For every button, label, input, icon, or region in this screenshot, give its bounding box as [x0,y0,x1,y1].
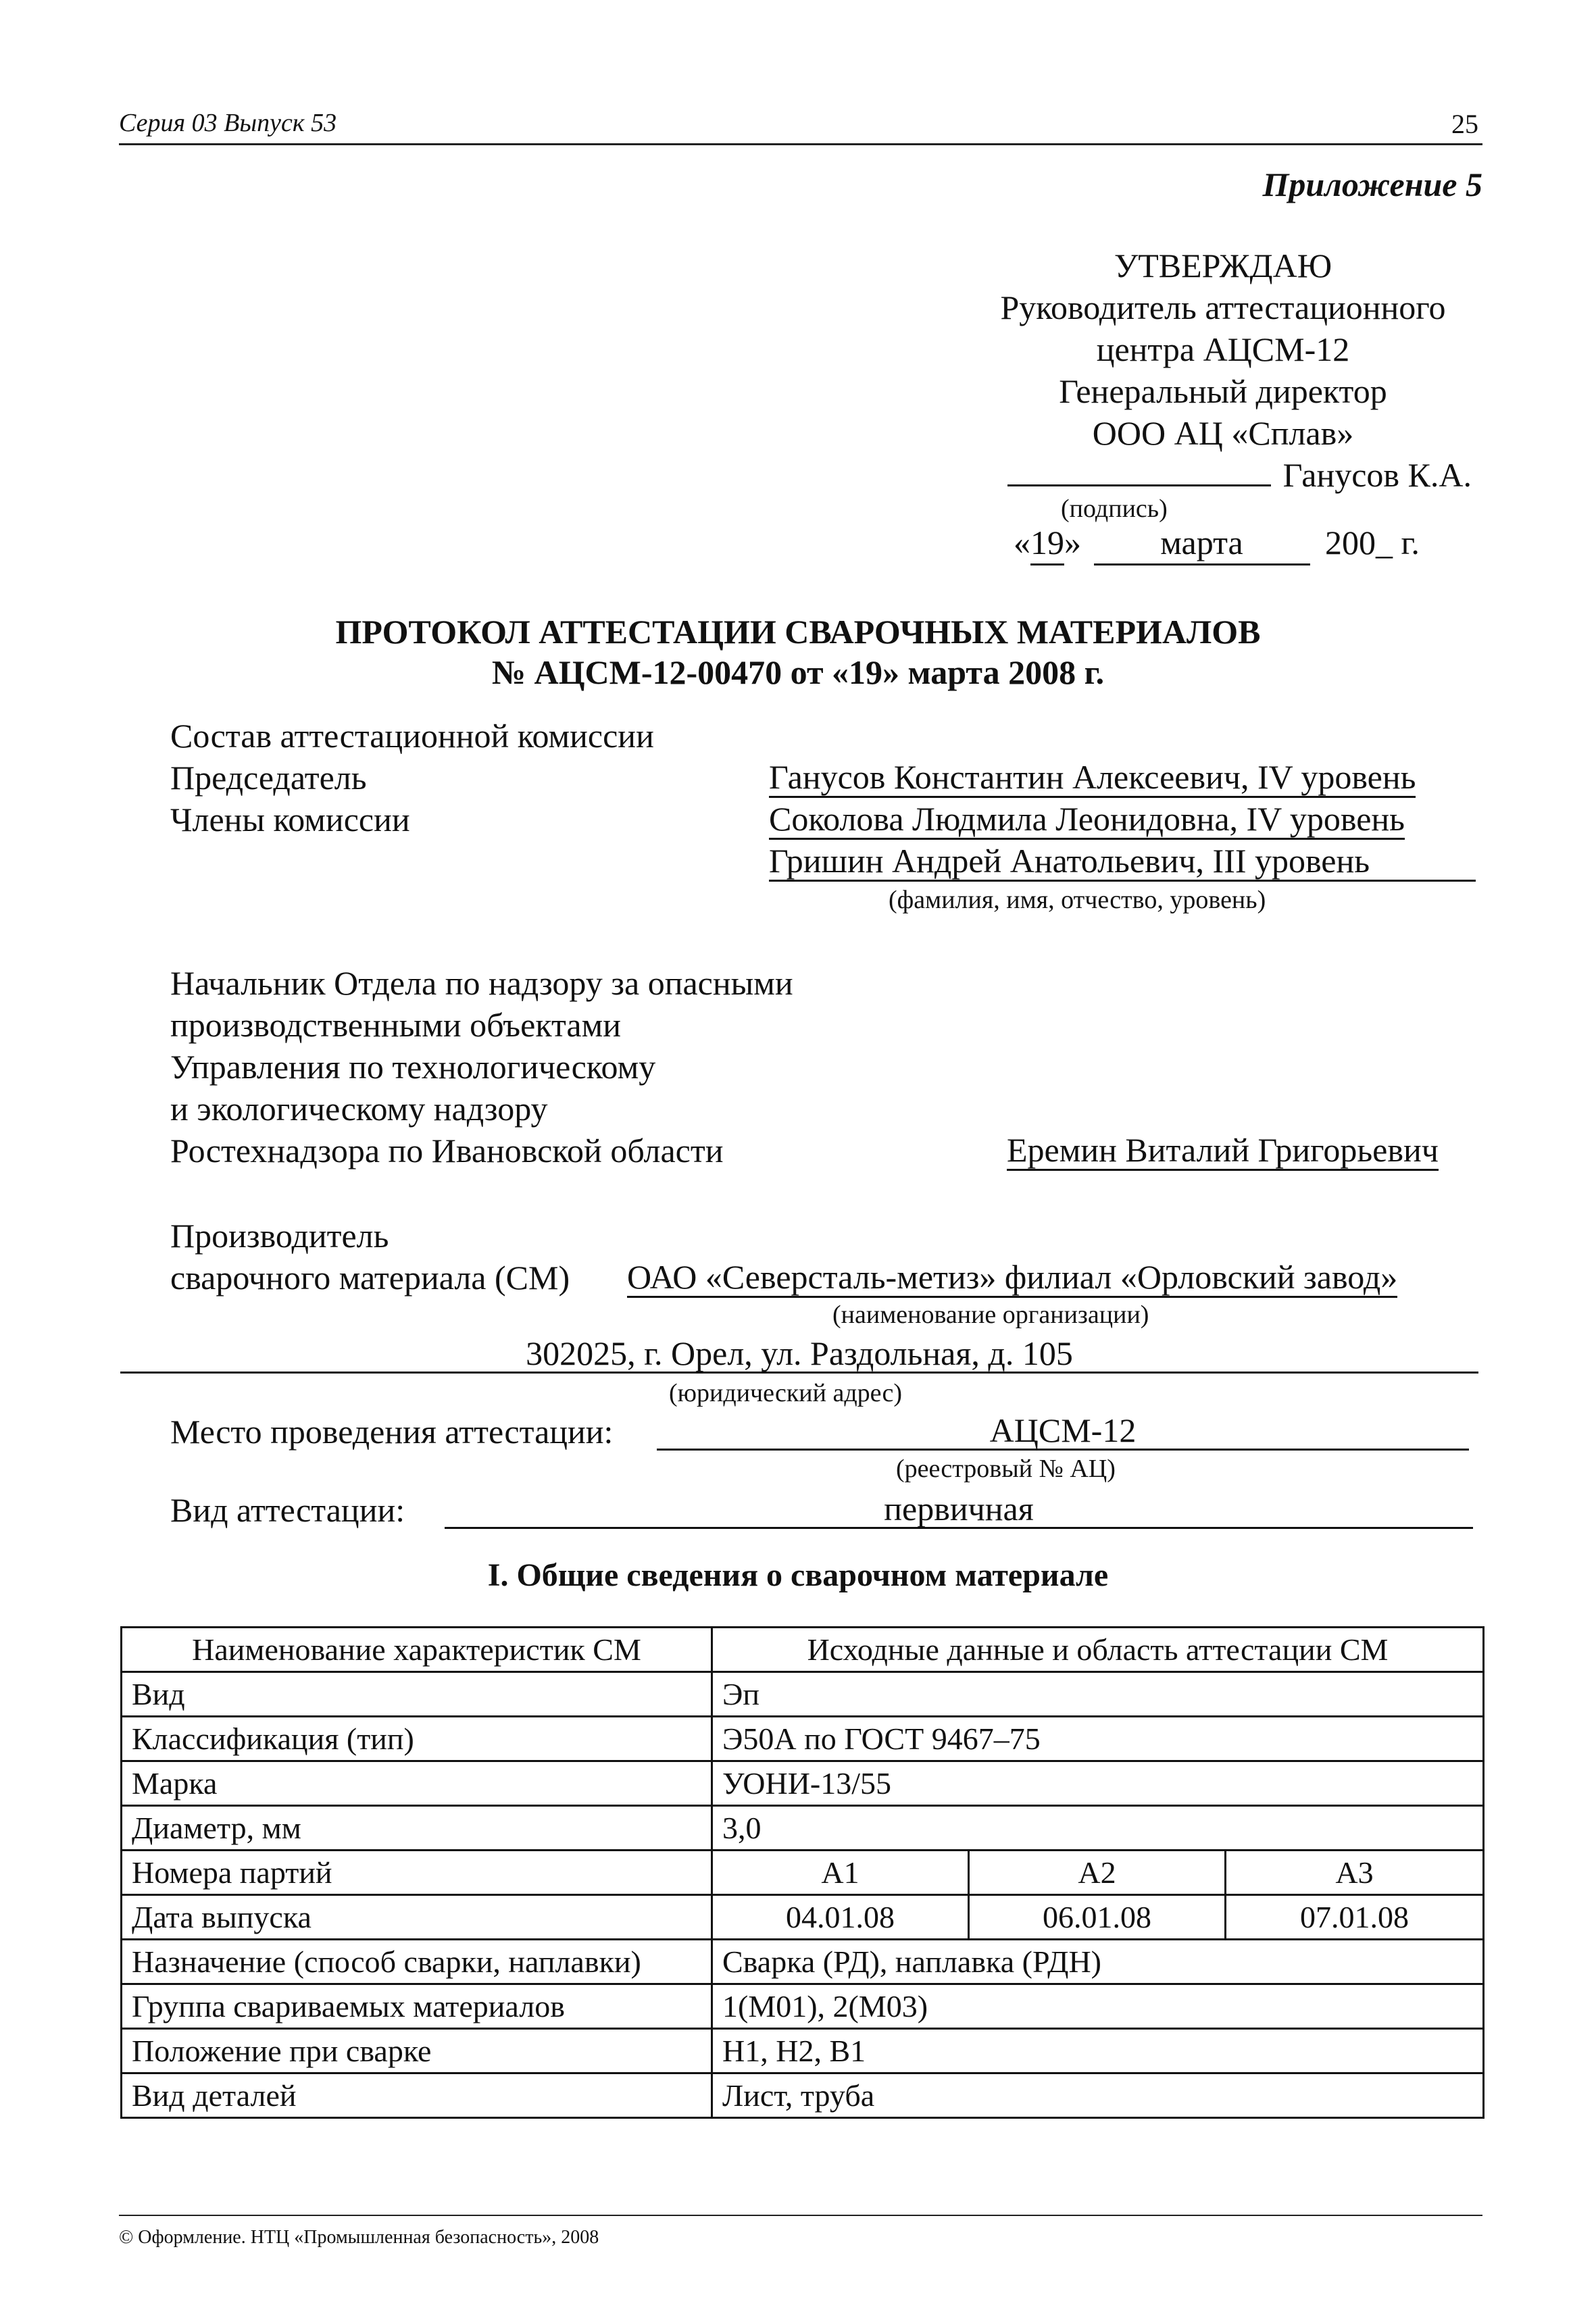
table-header-row [122,1628,1484,1672]
chair-label: Председатель [170,759,367,797]
manufacturer-name: ОАО «Северсталь-метиз» филиал «Орловский завод» [627,1258,1397,1298]
table-cell: Марка [122,1761,712,1806]
table-cell: Н1, Н2, В1 [712,2029,1484,2073]
table-cell: 06.01.08 [969,1895,1226,1940]
supervisor-name: Еремин Виталий Григорьевич [1007,1131,1439,1171]
kind-value: первичная [445,1490,1473,1529]
kind-label: Вид аттестации: [170,1491,405,1529]
manufacturer-address-caption: (юридический адрес) [669,1379,903,1407]
table-cell: Вид деталей [122,2073,712,2118]
member-2: Гришин Андрей Анатольевич, III уровень [769,842,1476,882]
table-cell: Э50А по ГОСТ 9467–75 [712,1717,1484,1761]
table-row [122,1895,1484,1940]
table-row [122,1717,1484,1761]
manufacturer-name-caption: (наименование организации) [832,1301,1149,1329]
table-cell: Дата выпуска [122,1895,712,1940]
members-label: Члены комиссии [170,801,410,838]
table-header-cell: Исходные данные и область аттестации СМ [712,1628,1484,1672]
table-cell: А2 [969,1851,1226,1895]
table-cell: Эп [712,1672,1484,1717]
table-cell: Лист, труба [712,2073,1484,2118]
table-cell: Диаметр, мм [122,1806,712,1851]
table-row [122,1806,1484,1851]
supervisor-line-3: Управления по технологическому [170,1048,656,1086]
table-row [122,1761,1484,1806]
running-header-series: Серия 03 Выпуск 53 [119,109,337,137]
supervisor-line-4: и экологическому надзору [170,1090,548,1128]
table-cell: А3 [1226,1851,1484,1895]
table-cell: 04.01.08 [712,1895,969,1940]
table-cell: Группа свариваемых материалов [122,1984,712,2029]
approval-line-2: центра АЦСМ-12 [1096,330,1350,368]
table-cell: 07.01.08 [1226,1895,1484,1940]
section-title: I. Общие сведения о сварочном материале [487,1557,1109,1593]
table-cell: Номера партий [122,1851,712,1895]
table-cell: А1 [712,1851,969,1895]
supervisor-line-5: Ростехнадзора по Ивановской области [170,1132,724,1169]
date-month: марта [1094,522,1310,565]
table-row [122,1851,1484,1895]
signature-caption: (подпись) [1061,495,1168,523]
table-cell: Сварка (РД), наплавка (РДН) [712,1940,1484,1984]
table-cell: 3,0 [712,1806,1484,1851]
approval-line-3: Генеральный директор [1059,372,1387,410]
approval-heading: УТВЕРЖДАЮ [1114,247,1332,284]
manufacturer-label-2: сварочного материала (СМ) [170,1259,570,1297]
table-header-cell: Наименование характеристик СМ [122,1628,712,1672]
supervisor-line-2: производственными объектами [170,1006,622,1044]
table-cell: Положение при сварке [122,2029,712,2073]
approval-date: «19» марта 200_ г. [959,522,1487,565]
manufacturer-label-1: Производитель [170,1217,389,1255]
table-cell: Вид [122,1672,712,1717]
table-cell: УОНИ-13/55 [712,1761,1484,1806]
commission-heading: Состав аттестационной комиссии [170,717,654,755]
protocol-number: № АЦСМ-12-00470 от «19» марта 2008 г. [491,653,1105,691]
place-caption: (реестровый № АЦ) [896,1455,1116,1483]
signature-row [959,454,1487,496]
date-day: 19 [1030,522,1064,565]
member-1: Соколова Людмила Леонидовна, IV уровень [769,800,1405,840]
table-cell: 1(М01), 2(М03) [712,1984,1484,2029]
table-row [122,1940,1484,1984]
table-row [122,1984,1484,2029]
date-year: 200_ г. [1325,524,1420,561]
footer-rule [119,2215,1482,2216]
table-row [122,2029,1484,2073]
approval-line-4: ООО АЦ «Сплав» [1092,414,1354,452]
commission-caption: (фамилия, имя, отчество, уровень) [889,886,1266,914]
chair-value: Ганусов Константин Алексеевич, IV уровень [769,758,1416,798]
protocol-title: ПРОТОКОЛ АТТЕСТАЦИИ СВАРОЧНЫХ МАТЕРИАЛОВ [335,613,1261,651]
approval-block [959,245,1487,565]
appendix-label: Приложение 5 [1262,166,1482,203]
table-row [122,1672,1484,1717]
table-cell: Классификация (тип) [122,1717,712,1761]
table-row [122,2073,1484,2118]
table-cell: Назначение (способ сварки, наплавки) [122,1940,712,1984]
footer-copyright: © Оформление. НТЦ «Промышленная безопасность», 2008 [119,2227,599,2248]
place-value: АЦСМ-12 [657,1412,1469,1451]
approval-line-1: Руководитель аттестационного [1000,288,1446,326]
signature-line [1007,457,1271,486]
header-rule [119,143,1482,145]
page-number: 25 [1451,109,1478,139]
supervisor-line-1: Начальник Отдела по надзору за опасными [170,964,793,1002]
signer-name: Ганусов К.А. [1282,456,1472,494]
material-table [120,1626,1485,2119]
place-label: Место проведения аттестации: [170,1413,614,1451]
manufacturer-address: 302025, г. Орел, ул. Раздольная, д. 105 [120,1335,1478,1374]
